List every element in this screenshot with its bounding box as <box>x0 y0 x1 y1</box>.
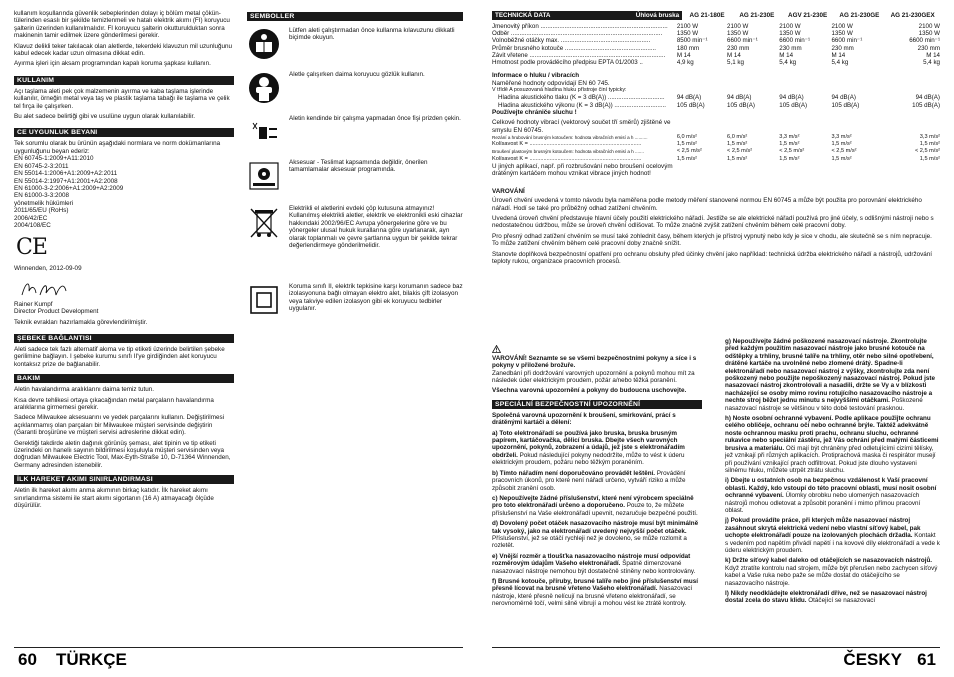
protection-class-ii-icon <box>247 283 281 317</box>
noise-value: 105 dB(A) <box>727 101 755 109</box>
noise-value: 105 dB(A) <box>912 101 940 109</box>
signer-name: Rainer Kumpf Director Product Development <box>14 300 99 316</box>
model-1: AG 21-230E <box>739 11 775 19</box>
spec-value: 180 mm <box>676 44 700 52</box>
safety-item-text: Pokud následující pokyny nedodržíte, může to vést k úderu elektrickým proudem, požáru nebo těžkým poraněním. <box>492 451 685 467</box>
spec-value: 1350 W <box>918 30 940 38</box>
vibration-value: 1,5 m/s² <box>676 155 698 162</box>
vibration-value: 1,5 m/s² <box>727 141 748 148</box>
vibration-row <box>492 156 940 163</box>
symbol-class2 <box>247 283 463 317</box>
safety-item <box>725 517 940 554</box>
spec-value: 6600 min⁻¹ <box>727 37 758 45</box>
vibration-value: 1,5 m/s² <box>919 155 940 162</box>
ilk-paragraph: Aletin ilk hareket akımı anma akımının birkaç katıdır. İlk hareket akımı sınırlandırma sistemi ile start akımı sigortanın (16 A) atmayacağı ölçüde düşürülür. <box>14 487 214 510</box>
spec-value: 6600 min⁻¹ <box>909 37 940 45</box>
spec-row <box>492 52 940 59</box>
vibration-table <box>492 134 940 163</box>
safety-item-bold: c) Nepoužívejte žádné příslušenství, které není výrobcem speciálně pro toto elektronářadí určeno a doporučeno. <box>492 494 694 510</box>
spec-value: 1350 W <box>831 30 853 38</box>
varovani-paragraph-3: Pro přesný odhad zatížení chvěním se musí také zohlednit časy, během kterých je přístroj vypnutý nebo kdy je sice v chodu, ale skutečně se s ním nepracuje. To může zatížení chvěním během celé pracovní doby značně snížit. <box>492 232 932 248</box>
left-column-1 <box>14 10 234 512</box>
tech-data-header <box>492 10 940 20</box>
spec-label: Odběr ........................................................................................ <box>492 30 663 38</box>
left-footer <box>14 647 463 670</box>
spec-value: 230 mm <box>727 44 750 52</box>
spec-value: 230 mm <box>831 44 854 52</box>
warning-head: VAROVÁNÍ! Seznamte se se všemi bezpečnostními pokyny a síce i s pokyny v přiložené brožuře. <box>492 354 697 370</box>
vibration-label: Kolísavost K = ........................................................................ <box>492 141 642 148</box>
spec-value: 5,4 kg <box>779 59 797 67</box>
spec-label: Průměr brusného kotouče ..................................................... <box>492 44 657 52</box>
vibration-value: < 2,5 m/s² <box>676 148 702 155</box>
spec-value: M 14 <box>831 51 846 59</box>
accessory-icon <box>247 159 281 193</box>
spec-value: M 14 <box>779 51 794 59</box>
safety-item-bold: e) Vnější rozměr a tloušťka nasazovacího nástroje musí odpovídat rozměrovým údajům Vašeho elektronářadí. <box>492 552 691 568</box>
spec-value: 8500 min⁻¹ <box>676 37 708 45</box>
safety-item-text: Pouze to, že můžete příslušenství na Vaše elektronářadí upevnit, nezaručuje bezpečné použití. <box>492 502 698 517</box>
safety-item <box>725 557 940 587</box>
spec-value: 4,9 kg <box>676 59 694 67</box>
spec-label: Jmenovitý příkon .......................................................................... <box>492 23 668 30</box>
symbol-accessory <box>247 159 463 195</box>
safety-item-text: Úlomky obrobku nebo ulomených nasazovacích nástrojů mohou odletovat a způsobit poranění i mimo přímou pracovní oblast. <box>725 492 921 514</box>
safety-item-text: Nasazovací nástroje, které přesně nelícují na brusné vřeteno elektronářadí, se nerovnoměrně točí, velmi silně vibrují a mohou vést ke ztrátě kontroly. <box>492 585 693 608</box>
safety-item-bold: b) Tímto nářadím není doporučováno provádět leštění. <box>492 469 656 477</box>
noise-value: 94 dB(A) <box>727 94 752 102</box>
tech-data-title-bar <box>492 11 682 20</box>
safety-item-bold: d) Dovolený počet otáček nasazovacího nástroje musí být minimálně tak vysoký, jako na elektronářadí uvedený nejvyšší počet otáček. <box>492 520 699 535</box>
spec-label: Volnoběžné otáčky max. .................................................... <box>492 37 651 45</box>
tech-data-subtitle: Úhlová bruska <box>635 11 680 19</box>
intro-paragraph-3: Ayırma işleri için aksam programından kapalı koruma şapkası kullanın. <box>14 60 211 68</box>
model-4: AG 21-230GEX <box>890 11 935 19</box>
spec-value: 1350 W <box>779 30 801 38</box>
read-manual-icon <box>247 27 281 61</box>
warning-keep: Všechna varovná upozornění a pokyny do budoucna uschovejte. <box>492 387 687 395</box>
ear-protection-note: Používejte chrániče sluchu ! <box>492 108 577 116</box>
vibration-label: Broušení plastovým brusným kotoučem: hodnota vibračních emisí a h ....... <box>492 149 644 155</box>
spec-row <box>492 37 940 44</box>
noise-value: 94 dB(A) <box>779 94 804 102</box>
noise-sub: V třídě A posuzovaná hladina hluku přístroje činí typicky: <box>492 87 627 94</box>
vibration-value: 6,0 m/s² <box>727 134 748 141</box>
vibration-value: 3,3 m/s² <box>779 134 800 141</box>
model-0: AG 21-180E <box>689 11 725 19</box>
safety-goggles-icon <box>247 71 281 105</box>
noise-intro: Naměřené hodnoty odpovídají EN 60 745. <box>492 79 610 87</box>
vibration-value: < 2,5 m/s² <box>779 148 805 155</box>
symbol-read-manual <box>247 27 463 63</box>
spec-label: Závit vřetene ............................................................................... <box>492 51 666 59</box>
vibration-value: 3,3 m/s² <box>919 134 940 141</box>
vibration-row <box>492 141 940 148</box>
symbol-unplug-text: Aletin kendinde bir çalışma yapmadan önce fişi prizden çekin. <box>289 115 461 122</box>
bakim-paragraph-4: Gerektiği takdirde aletin dağınık görünüş şeması, alet tipinin ve tip etiketi üzerindeki on haneliı sayının bildirilmesi koşuluyla müşteri servisinden veya doğrudan Milwaukee Electric Tool, Max-Eyth-Straße 10, D-71364 Winnenden, Germany adresinden istenebilir. <box>14 439 231 469</box>
safety-item-text: Kontakt s vedením pod napětím přivádí napětí i na kovové díly elektronářadí a vede k úderu elektrickým proudem. <box>725 532 940 554</box>
vibration-value: 1,5 m/s² <box>831 155 852 162</box>
safety-item-text: Špatně dimenzované nasazovací nástroje nemohou být dostatečně stíněny nebo kontrolovány. <box>492 560 696 575</box>
noise-label: Hladina akustického výkonu (K = 3 dB(A)) .............................. <box>498 101 666 109</box>
spec-value: 5,1 kg <box>727 59 744 67</box>
symbol-goggles-text: Aletle çalışırken daima koruyucu gözlük kullanın. <box>289 71 425 78</box>
varovani-title: VAROVÁNÍ <box>492 187 525 195</box>
noise-value: 94 dB(A) <box>915 94 940 102</box>
symbol-weee-text: Elektrikli el aletlerini evdeki çöp kutusuna atmayınız! Kullanılmış elektrikli aletler, elektrik ve elektronikli eski cihazlar hakkındaki 2002/96/EC Avrupa yönergelerine göre ve bu yönergeler ulusal hukuk kurallarına göre uyarlanarak, ayrı olarak toplanmalı ve çevre şartlarına uygun bir şekilde tekrar değerlendirmeye gönderilmelidir. <box>289 205 463 250</box>
spec-value: 2100 W <box>727 23 749 30</box>
safety-item-bold: k) Držte síťový kabel daleko od otáčejících se nasazovacích nástrojů. <box>725 557 933 565</box>
spec-row <box>492 59 940 66</box>
spec-value: M 14 <box>676 51 691 59</box>
safety-item <box>725 338 940 412</box>
safety-item <box>492 520 702 550</box>
signer-note: Teknik evrakları hazırlamakla görevlendirilmiştir. <box>14 318 148 326</box>
intro-paragraph-1: kullanım koşullarında güvenlik sebeplerinden dolayı iç bölüm metal çöküntülerinden esaslı bir şekilde temizlenmeli ve hatalı elektrik akımı (FI) koruyucu şalterin üzerinden kullanılmalıdır. FI koruyucu şalterin okutturulduktan sonra makinenin tamir edilmek üzere gönderilmesi gerekir. <box>14 10 230 40</box>
noise-row <box>492 94 940 101</box>
model-2: AGV 21-230E <box>788 11 828 19</box>
bakim-paragraph-1: Aletin havalandırma aralıklarını daima temiz tutun. <box>14 386 154 394</box>
safety-item-bold: g) Nepoužívejte žádné poškozené nasazovací nástroje. Zkontrolujte před každým použitím nasazovací nástroje jako brusné kotouče na odštěpky a trhliny, brusné talíře na trhliny, otěr nebo silné opotřebení, drátěné kartáče na uvolněné nebo zlomené drátý. Spadne-li elektronářadí nebo nasazovací nástroj z výšky, zkontrolujte zda není poškozený nebo použijte nepoškozený nasazovací nástroj. Pokud jste nasazovací nástroj zkontrolovali a nasadili, držte se Vy a v blízkosti nacházející se osoby mimo rovinu rotujícího nasazovacího nástroje a nechte stroj běžet jednu minutu s nejvyššími otáčkami. <box>725 338 935 405</box>
spec-table <box>492 23 940 66</box>
signature <box>20 279 234 299</box>
ce-mark: CE <box>16 235 47 261</box>
vibration-value: < 2,5 m/s² <box>831 148 857 155</box>
noise-value: 94 dB(A) <box>831 94 856 102</box>
safety-item-bold: i) Dbejte u ostatních osob na bezpečnou vzdálenost k Vaší pracovní oblasti. Každý, kdo vstoupí do této pracovní oblasti, musí nosit osobní ochranné vybavení. <box>725 477 937 500</box>
vibration-value: < 2,5 m/s² <box>727 148 753 155</box>
noise-table <box>492 94 940 108</box>
spec-value: 230 mm <box>779 44 802 52</box>
safety-item-text: Poškozené nasazovací nástroje se většinou v této době testování prasknou. <box>725 397 923 412</box>
vibration-label: Kolísavost K = ........................................................................ <box>492 155 642 162</box>
tech-data-title: TECHNICKÁ DATA <box>495 11 551 19</box>
vibration-note: U jiných aplikací, např. při rozbrušování nebo broušení ocelovým drátěným kartáčem mohou vznikat vibrace jiných hodnot! <box>492 162 673 178</box>
bakim-paragraph-2: Kısa devre tehlikesi ortaya çıkacağından metal parçaların havalandırma aralıklarına girmemesi gerekir. <box>14 396 214 411</box>
safety-item <box>492 430 702 467</box>
safety-item-bold: j) Pokud provádíte práce, při kterých může nasazovací nástroj zasáhnout skrytá elektrická vedení nebo vlastní síťový kabel, pak uchopte elektronářadí pouze na izolovaných plochách držadla. <box>725 517 921 540</box>
safety-item <box>725 415 940 474</box>
vibration-row <box>492 134 940 141</box>
vibration-intro: Celkové hodnoty vibrací (vektorový součet tří směrů) zjištěné ve smyslu EN 60745. <box>492 119 671 134</box>
kullanim-heading: KULLANIM <box>14 76 234 85</box>
safety-item-text: Příslušenství, jež se otáčí rychleji než je dovoleno, se může rozlomit a rozletět. <box>492 534 687 550</box>
ce-declaration: Tek sorumlu olarak bu ürünün aşağıdaki normlara ve norm dokümanlarına uygunluğunu beyan ederiz: EN 60745-1:2009+A11:2010 EN 60745-2-3:2011 EN 55014-1:2006+A1:2009+A2:2011 EN 55014-2:1997+A1:2001+A2:2008 EN 61000-3-2:2006+A1:2009+A2:2009 EN 61000-3-3:2008 yönetmelik hükümleri 2011/65/EU (RoHs) 2006/42/EC 2004/108/EC <box>14 140 221 229</box>
noise-value: 94 dB(A) <box>676 94 702 102</box>
left-column-2 <box>247 10 463 321</box>
vibration-value: 1,5 m/s² <box>779 155 800 162</box>
safety-item-text: Otáčející se nasazovací <box>808 597 876 605</box>
sebeke-paragraph: Aleti sadece tek fazlı alternatif akıma ve tip etiketi üzerinde belirtilen şebeke gerilimine bağlayın. Ι şebeke kurumu sınıfı II'ye girdiğinden alet koruyucu kontaksız prize de bağlanabilir. <box>14 345 225 368</box>
varovani-paragraph-1: Úroveň chvění uvedená v tomto návodu byla naměřena podle metody měření stanovené normou EN 60745 a může být použita pro porovnání elektrického nářadí. Hodí se také pro průběžný odhad zatížení chvěním. <box>492 197 922 212</box>
varovani-paragraph-4: Stanovte doplňková bezpečnostní opatření pro ochranu obsluhy před účinky chvění jako například: technická údržba elektrického nářadí a nástrojů, udržování teploty rukou, organizace pracovních procesů. <box>492 250 933 265</box>
symbol-goggles <box>247 71 463 107</box>
kullanim-paragraph-2: Bu alet sadece belirtiği gibi ve usulüne uygun olarak kullanılabilir. <box>14 113 195 121</box>
safety-item-bold: h) Noste osobní ochranné vybavení. Podle aplikace použijte ochranu celého obličeje, ochranu očí nebo ochranné brýle. Taktéž adekvátně noste ochrannou masku proti prachu, ochranu sluchu, ochranné rukavice nebo speciální zástěru, jež Vás ochrání před malými částicemi brusiva a materiálu. <box>725 415 939 452</box>
spec-row <box>492 23 940 30</box>
vibration-row <box>492 148 940 155</box>
vibration-value: 1,5 m/s² <box>779 141 800 148</box>
tech-data-block <box>492 10 940 268</box>
symbol-class2-text: Koruma sınıfı II, elektrik tepkisine karşı korumanın sadece baz izolasyonuna bağlı olmayan elektro alet, bilakis çift izolasyon veya takviye edilen izolasyon gibi ek koruyucu tedbirler uygulanır. <box>289 283 463 313</box>
vibration-value: 3,3 m/s² <box>831 134 852 141</box>
place-date: Winnenden, 2012-09-09 <box>14 265 82 273</box>
vibration-value: 6,0 m/s² <box>676 134 698 141</box>
symbol-read-manual-text: Lütfen aleti çalıştırmadan önce kullanma kılavuzunu dikkatli biçimde okuyun. <box>289 27 455 42</box>
safety-item-text: Oči mají být chráněny před odletujícími cizími tělísky, jež vznikají při různých aplikacích. Protiprachová maska či respirátor musejí při používání vznikající prach odfiltrovat. Pokud jste dlouho vystaveni silnému hluku, můžete utrpět ztrátu sluchu. <box>725 444 936 474</box>
left-language-label: TÜRKÇE <box>56 650 127 669</box>
warning-body: Zanedbání při dodržování varovných upozornění a pokynů mohou mít za následek úder elektrickým proudem, požár a/nebo těžká poranění. <box>492 369 695 385</box>
right-page-number: 61 <box>917 650 936 669</box>
noise-row <box>492 102 940 109</box>
vibration-value: < 2,5 m/s² <box>914 148 940 155</box>
spec-value: 5,4 kg <box>831 59 849 67</box>
vibration-value: 1,5 m/s² <box>676 141 698 148</box>
noise-value: 105 dB(A) <box>779 101 808 109</box>
bakim-paragraph-3: Sadece Milwaukee aksesuarını ve yedek parçalarını kullanın. Değiştirilmesi açıklanmamış olan parçaları bir Milwaukee müşteri servisinde değiştirin (Garanti broşürüne ve müşteri servisi adreslerine dikkat edin). <box>14 414 224 437</box>
safety-item-bold: l) Nikdy neodkládejte elektronářadí dříve, než se nasazovací nástroj dostal zcela do stavu klidu. <box>725 590 927 605</box>
semboller-heading: SEMBOLLER <box>247 12 463 21</box>
vibration-value: 1,5 m/s² <box>919 141 940 148</box>
intro-paragraph-2: Klavuz delikli teker takılacak olan aletlerde, tekerdeki klavuzun mil uzunluğunu kabul edecek kadar uzun olmasına dikkat edin. <box>14 42 233 58</box>
spec-label: Hmotnost podle prováděcího předpisu EPTA 01/2003 .. <box>492 59 643 67</box>
warning-triangle-icon <box>492 345 501 353</box>
spec-value: 1350 W <box>676 30 699 38</box>
safety-item-bold: f) Brusné kotouče, příruby, brusné talíře nebo jiné příslušenství musí přesně lícovat na brusné vřeteno Vašeho elektronářadí. <box>492 577 698 593</box>
noise-value: 105 dB(A) <box>831 101 860 109</box>
general-warning <box>492 338 702 384</box>
vibration-label: Rezání a hrubování brusným kotoučem: hodnota vibračních emisí a h .......... <box>492 135 648 141</box>
safety-item <box>725 590 940 605</box>
spec-row <box>492 45 940 52</box>
safety-item <box>725 477 940 514</box>
spec-value: 1350 W <box>727 30 749 38</box>
spec-value: M 14 <box>926 51 940 59</box>
noise-value: 105 dB(A) <box>676 101 705 109</box>
spec-value: 2100 W <box>831 23 853 30</box>
crossed-bin-icon <box>247 205 281 241</box>
special-intro: Společná varovná upozornění k broušení, smirkování, prácí s drátěnými kartáči a dělení: <box>492 411 676 427</box>
symbol-unplug <box>247 115 463 151</box>
right-column-2 <box>725 338 940 608</box>
spec-value: 2100 W <box>918 23 940 30</box>
noise-title: Informace o hluku / vibracích <box>492 72 580 80</box>
vibration-value: 1,5 m/s² <box>831 141 852 148</box>
spec-value: 230 mm <box>917 44 940 52</box>
ce-heading: CE UYGUNLUK BEYANI <box>14 128 234 137</box>
varovani-paragraph-2: Uvedená úroveň chvění představuje hlavní účely použití elektrického nářadí. Jestliže se ale elektrické nářadí používá pro jiné účely, s odlišnými nástroji nebo s nedostatečnou údržbou, může se úroveň chvění odlišovat. To může značně zvýšit zatížení chvěním během celé pracovní doby. <box>492 214 934 230</box>
special-heading: SPECIÁLNÍ BEZPEČNOSTNÍ UPOZORNĚNÍ <box>492 400 702 409</box>
safety-item-bold: a) Toto elektronářadí se používá jako bruska, bruska brusným papírem, kartáčovačka, dělicí bruska. Dbejte všech varovných upozornění, pokynů, zobrazení a údajů, jež jste s elektronářadím obdrželi. <box>492 429 685 459</box>
spec-value: 5,4 kg <box>923 59 940 67</box>
noise-label: Hladina akustického tlaku (K = 3 dB(A)) ................................. <box>498 94 665 102</box>
spec-row <box>492 30 940 37</box>
bakim-heading: BAKIM <box>14 374 234 383</box>
safety-item <box>492 578 702 608</box>
safety-item <box>492 470 702 492</box>
right-language-label: ČESKY <box>843 650 902 669</box>
vibration-value: 1,5 m/s² <box>727 155 748 162</box>
right-footer <box>492 647 940 670</box>
spec-value: 2100 W <box>779 23 801 30</box>
unplug-icon <box>247 115 281 149</box>
sebeke-heading: ŞEBEKE BAĞLANTISI <box>14 334 234 343</box>
spec-value: 6600 min⁻¹ <box>779 37 811 45</box>
right-column-1 <box>492 338 702 611</box>
spec-value: M 14 <box>727 51 741 59</box>
left-page-number: 60 <box>18 650 37 669</box>
safety-item <box>492 495 702 517</box>
safety-item-text: Když ztratíte kontrolu nad strojem, může být přerušen nebo zachycen síťový kabel a Vaše ruka nebo paže se může dostat do otáčejícího se nasazovacího nástroje. <box>725 564 938 587</box>
spec-value: 2100 W <box>676 23 699 30</box>
symbol-weee <box>247 205 463 277</box>
kullanim-paragraph-1: Açı taşlama aleti pek çok malzemenin ayırma ve kaba taşlama işlerinde kullanılır, örneğin metal veya taş ve plastik taşlama tabağı ile taşlama ve çelik tel fırça ile çalışırken. <box>14 87 230 110</box>
ilk-heading: İLK HAREKET AKIMI SINIRLANDIRMASI <box>14 475 234 484</box>
safety-item <box>492 553 702 575</box>
symbol-accessory-text: Aksesuar - Teslimat kapsamında değildir, önerilen tamamlamalar aksesuar programında. <box>289 159 428 174</box>
safety-item-text: Provádění pracovních úkonů, pro které není nářadí určeno, vytváří riziko a může způsobit zranění osob. <box>492 469 686 492</box>
model-3: AG 21-230GE <box>839 11 880 19</box>
spec-value: 6600 min⁻¹ <box>831 37 863 45</box>
